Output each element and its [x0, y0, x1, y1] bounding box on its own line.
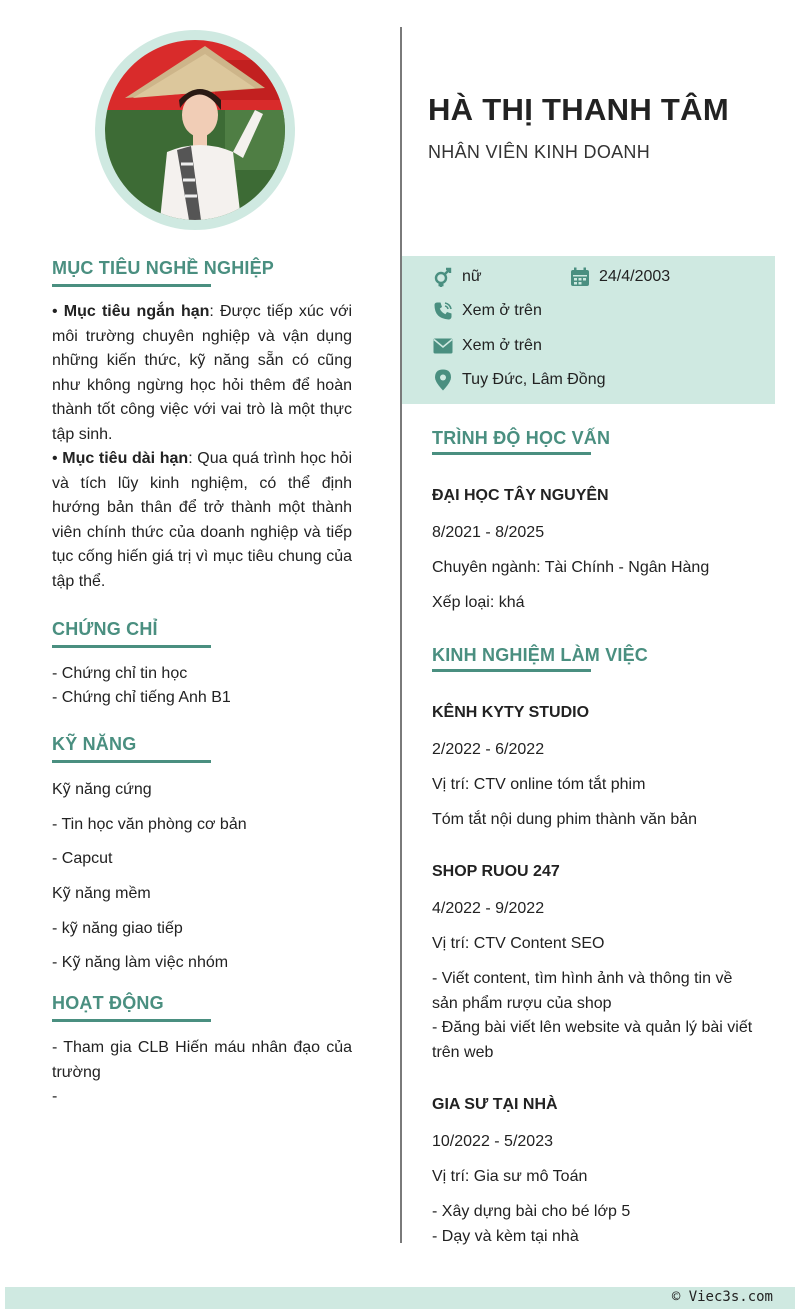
- portrait-illustration: [105, 40, 285, 220]
- job-detail: - Viết content, tìm hình ảnh và thông tin về sản phẩm rượu của shop: [432, 970, 733, 1012]
- job-detail: - Xây dựng bài cho bé lớp 5: [432, 1203, 631, 1220]
- list-item: - Chứng chỉ tiếng Anh B1: [52, 689, 231, 706]
- contact-address: [432, 369, 606, 391]
- job-period: 4/2022 - 9/2022: [432, 900, 545, 917]
- objective-short: • Mục tiêu ngắn hạn: Được tiếp xúc với môi trường chuyên nghiệp và vận dụng những kiến thức, kỹ năng sẵn có cũng như không ngừng học hỏi thêm để hoàn thành tốt công việc với vai trò là một thực tập sinh.: [52, 303, 352, 443]
- contact-birthday: [569, 266, 670, 288]
- education-period: 8/2021 - 8/2025: [432, 524, 545, 541]
- address-value: Tuy Đức, Lâm Đồng: [462, 371, 606, 388]
- job-period: 10/2022 - 5/2023: [432, 1133, 553, 1150]
- activities-title: HOẠT ĐỘNG: [52, 993, 164, 1013]
- phone-icon: [432, 300, 454, 322]
- objective-underline: [52, 284, 211, 287]
- education-school: ĐẠI HỌC TÂY NGUYÊN: [432, 487, 609, 504]
- experience-underline: [432, 669, 591, 672]
- objective-long: • Mục tiêu dài hạn: Qua quá trình học hỏi và tích lũy kinh nghiệm, có thể định hướng bản thân để trở thành một thành viên chính thức của doanh nghiệp và tiếp tục cống hiến giá trị vì mục tiêu chung của tập thể.: [52, 450, 352, 590]
- location-pin-icon: [432, 369, 454, 391]
- objective-long-label: Mục tiêu dài hạn: [62, 450, 189, 467]
- skills-list: [52, 773, 352, 981]
- education-major: Chuyên ngành: Tài Chính - Ngân Hàng: [432, 559, 710, 576]
- list-item: - Chứng chỉ tin học: [52, 665, 188, 682]
- certificates-title: CHỨNG CHỈ: [52, 619, 158, 639]
- job-position: Vị trí: CTV Content SEO: [432, 935, 605, 952]
- list-item: - kỹ năng giao tiếp: [52, 919, 183, 937]
- job-company: KÊNH KYTY STUDIO: [432, 704, 590, 721]
- activities-underline: [52, 1019, 211, 1022]
- job-details: [432, 967, 762, 1065]
- list-item: -: [52, 1088, 58, 1105]
- job-details: [432, 1200, 762, 1249]
- list-item: - Kỹ năng làm việc nhóm: [52, 954, 229, 972]
- job-detail: - Dạy và kèm tại nhà: [432, 1227, 579, 1245]
- skills-underline: [52, 760, 211, 763]
- list-item: Kỹ năng cứng: [52, 781, 152, 798]
- envelope-icon: [432, 335, 454, 357]
- contact-gender: [432, 266, 482, 288]
- list-item: - Tin học văn phòng cơ bản: [52, 815, 247, 833]
- job-detail: Tóm tắt nội dung phim thành văn bản: [432, 811, 698, 828]
- phone-value: Xem ở trên: [462, 302, 542, 319]
- avatar: [105, 40, 285, 220]
- education-rank: Xếp loại: khá: [432, 594, 525, 611]
- objective-title: MỤC TIÊU NGHỀ NGHIỆP: [52, 258, 275, 278]
- objective-short-text: : Được tiếp xúc với môi trường chuyên nghiệp và vận dụng những kiến thức, kỹ năng sẵn có cũng như không ngừng học hỏi thêm để hoàn thành tốt công việc với vai trò là một thực tập sinh.: [52, 303, 352, 443]
- skills-title: KỸ NĂNG: [52, 734, 137, 754]
- education-title: TRÌNH ĐỘ HỌC VẤN: [432, 428, 611, 448]
- list-item: - Tham gia CLB Hiến máu nhân đạo của trường: [52, 1039, 352, 1081]
- activities-list: [52, 1036, 352, 1110]
- contact-phone: [432, 300, 542, 322]
- column-divider: [400, 27, 402, 1243]
- watermark: © Viec3s.com: [671, 1289, 773, 1305]
- experience-title: KINH NGHIỆM LÀM VIỆC: [432, 645, 649, 665]
- job-position: Vị trí: Gia sư mô Toán: [432, 1168, 588, 1185]
- objective-long-text: : Qua quá trình học hỏi và tích lũy kinh nghiệm, có thể định hướng bản thân để trở thành một thành viên chính thức của doanh nghiệp và tiếp tục cống hiến giá trị vì mục tiêu chung của tập thể.: [52, 450, 352, 590]
- objective-body: [52, 300, 352, 594]
- certificates-list: [52, 662, 352, 710]
- job-period: 2/2022 - 6/2022: [432, 741, 545, 758]
- email-value: Xem ở trên: [462, 337, 542, 354]
- gender-icon: [432, 266, 454, 288]
- list-item: - Capcut: [52, 850, 113, 868]
- list-item: Kỹ năng mềm: [52, 885, 151, 903]
- objective-short-label: Mục tiêu ngắn hạn: [63, 303, 210, 320]
- footer-bar: [5, 1287, 795, 1309]
- birthday-value: 24/4/2003: [599, 268, 671, 285]
- calendar-icon: [569, 266, 591, 288]
- education-underline: [432, 452, 591, 455]
- candidate-name: HÀ THỊ THANH TÂM: [428, 92, 729, 127]
- certificates-underline: [52, 645, 211, 648]
- job-title: NHÂN VIÊN KINH DOANH: [428, 142, 651, 162]
- contact-email: [432, 335, 542, 357]
- job-company: GIA SƯ TẠI NHÀ: [432, 1096, 558, 1113]
- avatar-frame: [95, 30, 295, 230]
- job-company: SHOP RUOU 247: [432, 863, 560, 880]
- job-detail: - Đăng bài viết lên website và quản lý bài viết trên web: [432, 1019, 753, 1061]
- job-position: Vị trí: CTV online tóm tắt phim: [432, 776, 646, 793]
- gender-value: nữ: [462, 268, 482, 285]
